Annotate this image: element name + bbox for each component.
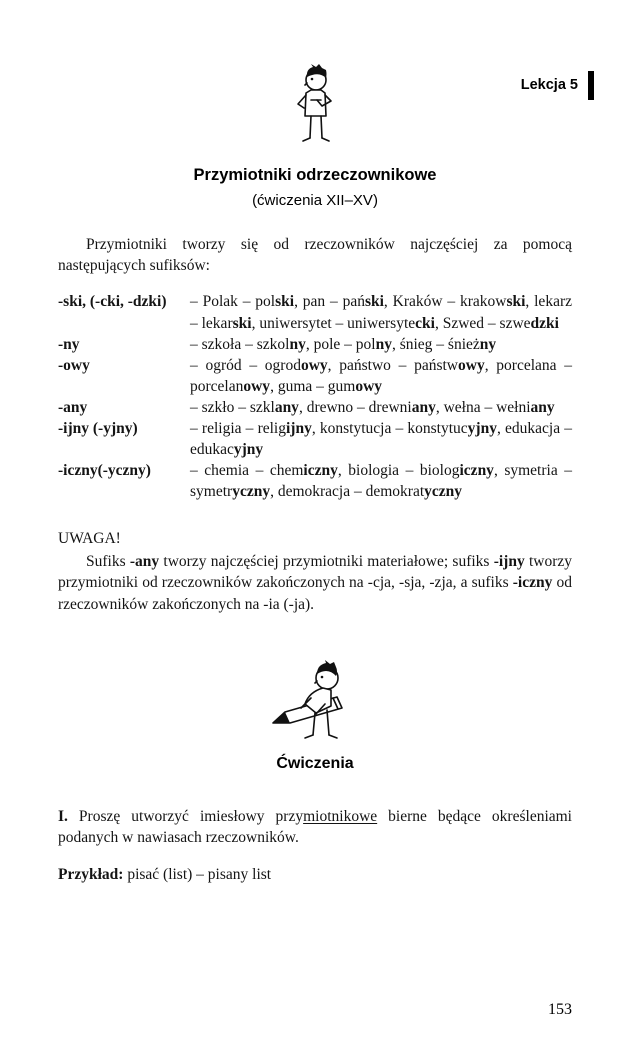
child-writing-with-pencil-icon bbox=[263, 659, 367, 751]
intro-paragraph: Przymiotniki tworzy się od rzeczowników najczęściej za pomocą następujących sufiksów: bbox=[58, 235, 572, 274]
suffix-definition: – szkoła – szkolny, pole – polny, śnieg – śnieżny bbox=[190, 335, 497, 353]
suffix-definition: – szkło – szklany, drewno – drewniany, wełna – wełniany bbox=[190, 398, 555, 416]
page-content bbox=[0, 64, 630, 885]
suffix-row bbox=[58, 334, 572, 355]
suffix-definition: – chemia – chemiczny, biologia – biologiczny, symetria – symetryczny, demokracja – demokratyczny bbox=[190, 462, 572, 501]
suffix-term: -owy bbox=[58, 356, 90, 374]
suffix-table bbox=[58, 291, 572, 502]
suffix-row bbox=[58, 418, 572, 460]
person-thinking-illustration bbox=[58, 64, 572, 156]
suffix-term: -ski, (-cki, -dzki) bbox=[58, 293, 167, 311]
suffix-row bbox=[58, 291, 572, 333]
lesson-header-label: Lekcja 5 bbox=[520, 77, 578, 93]
person-thinking-icon bbox=[284, 64, 346, 156]
note-heading: UWAGA! bbox=[58, 530, 121, 548]
exercise-1-text: I. Proszę utworzyć imiesłowy przymiotnikowe bierne będące określeniami podanych w nawiasach rzeczowników. bbox=[58, 808, 572, 847]
page-number: 153 bbox=[548, 1001, 572, 1019]
suffix-definition: – ogród – ogrodowy, państwo – państwowy, porcelana – porcelanowy, guma – gumowy bbox=[190, 356, 573, 395]
suffix-term: -iczny(-yczny) bbox=[58, 462, 151, 480]
suffix-row bbox=[58, 355, 572, 397]
suffix-term: -any bbox=[58, 398, 88, 416]
child-writing-illustration bbox=[58, 659, 572, 751]
suffix-definition: – Polak – polski, pan – pański, Kraków – krakowski, lekarz – lekarski, uniwersytet – uniwersytecki, Szwed – szwedzki bbox=[190, 293, 572, 332]
section-subtitle: (ćwiczenia XII–XV) bbox=[252, 192, 378, 210]
section-title: Przymiotniki odrzeczownikowe bbox=[193, 166, 437, 184]
suffix-row bbox=[58, 460, 572, 502]
suffix-definition: – religia – religijny, konstytucja – konstytucyjny, edukacja – edukacyjny bbox=[190, 419, 572, 459]
book-page bbox=[0, 64, 630, 1047]
suffix-row bbox=[58, 397, 572, 418]
suffix-term: -ijny (-yjny) bbox=[58, 419, 138, 437]
suffix-term: -ny bbox=[58, 335, 80, 353]
note-paragraph: Sufiks -any tworzy najczęściej przymiotniki materiałowe; sufiks -ijny tworzy przymiotniki od rzeczowników zakończonych na -cja, -sja, -zja, a sufiks -iczny od rzeczowników zakończonych na -ia (-ja). bbox=[58, 553, 572, 613]
header-edge-bar bbox=[588, 71, 594, 100]
exercises-heading: Ćwiczenia bbox=[276, 754, 354, 772]
example-line: Przykład: pisać (list) – pisany list bbox=[58, 865, 272, 883]
